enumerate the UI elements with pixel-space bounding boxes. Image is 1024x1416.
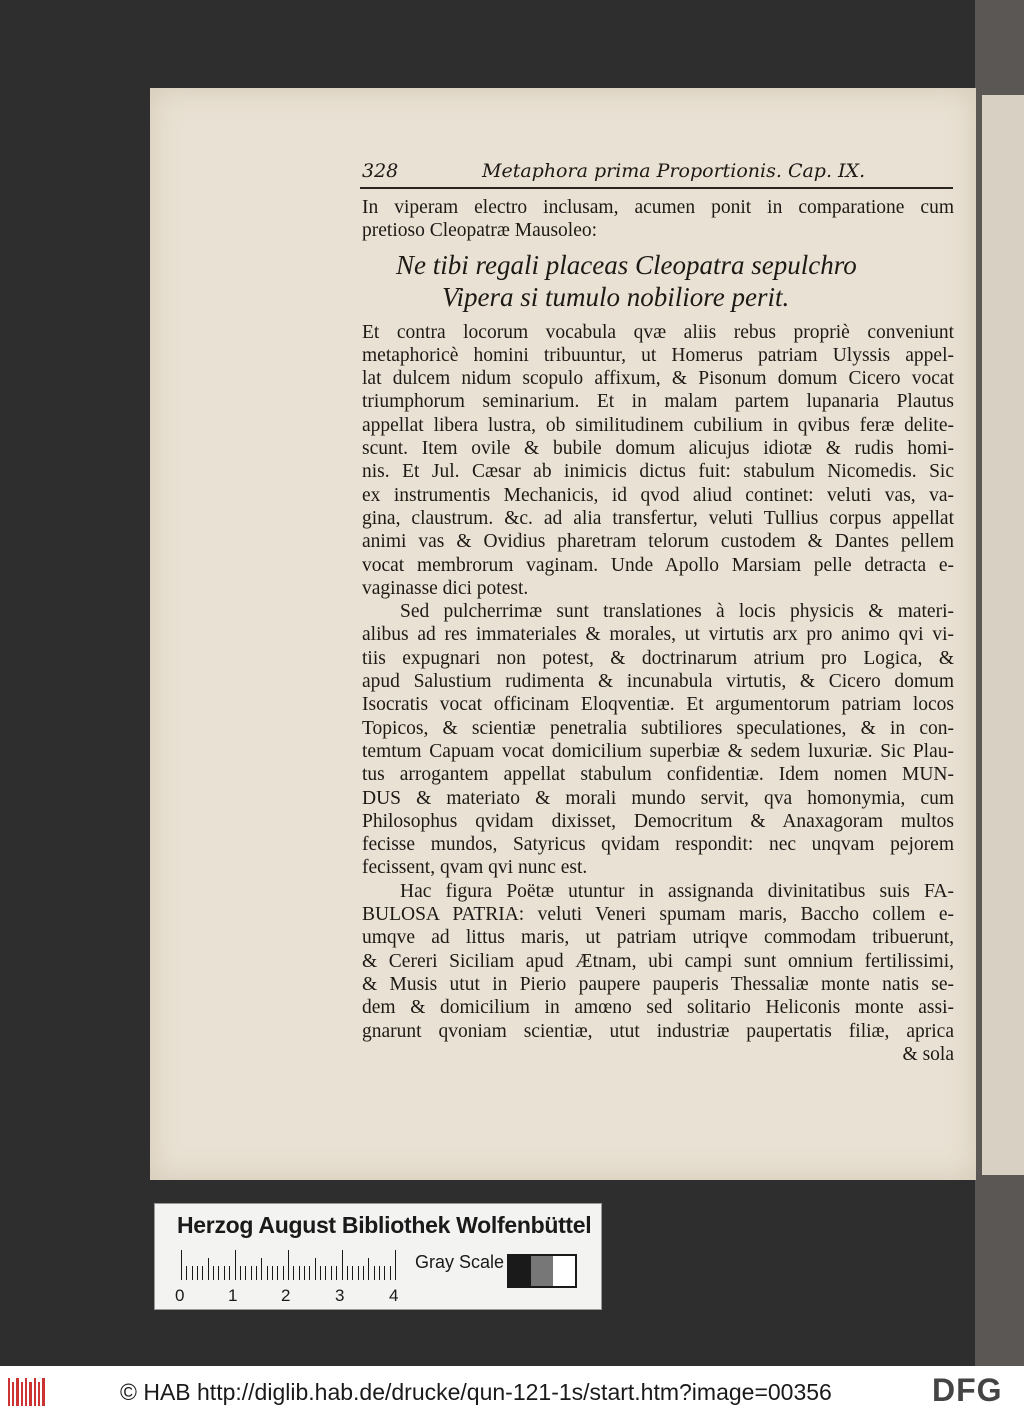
ruler-tick bbox=[240, 1266, 241, 1280]
ruler-digit: 3 bbox=[335, 1286, 345, 1305]
text-line: gnarunt qvoniam scientiæ, utut industriæ paupertatis filiæ, aprica bbox=[362, 1020, 954, 1042]
ruler-tick bbox=[197, 1266, 198, 1280]
text-line: scunt. Item ovile & bubile domum alicujus idiotæ & rudis homi- bbox=[362, 438, 954, 460]
text-line: triumphorum seminarium. Et in malam partem lupanaria Plautus bbox=[362, 391, 954, 413]
text-line: apud Salustium rudimenta & incunabula virtutis, & Cicero domum bbox=[362, 671, 954, 693]
text-line: appellat libera lustra, ob similitudinem cubilium in qvibus feræ delite- bbox=[362, 414, 954, 436]
ruler-tick bbox=[358, 1266, 359, 1280]
ruler-digit: 2 bbox=[281, 1286, 291, 1305]
scale-ruler bbox=[181, 1250, 399, 1280]
paragraph-1 bbox=[362, 321, 954, 601]
ruler-tick bbox=[336, 1266, 337, 1280]
ruler-tick bbox=[368, 1258, 369, 1280]
running-header bbox=[362, 160, 954, 186]
ruler-tick bbox=[245, 1266, 246, 1280]
ruler-tick bbox=[181, 1250, 182, 1280]
paragraph-3 bbox=[362, 880, 954, 1043]
ruler-tick bbox=[315, 1258, 316, 1280]
ruler-tick bbox=[235, 1250, 236, 1280]
text-line: tus arrogantem appellat stabulum confidentiæ. Idem nomen MUN- bbox=[362, 764, 954, 786]
adjacent-page bbox=[982, 95, 1024, 1175]
barcode-icon bbox=[8, 1378, 48, 1406]
ruler-tick bbox=[218, 1266, 219, 1280]
gray-scale-label: Gray Scale bbox=[415, 1252, 505, 1272]
text-line: ex instrumentis Mechanicis, id qvod aliud continet: veluti vas, va- bbox=[362, 484, 954, 506]
ruler-tick bbox=[256, 1266, 257, 1280]
ruler-tick bbox=[320, 1266, 321, 1280]
ruler-tick bbox=[331, 1266, 332, 1280]
header-rule bbox=[360, 187, 953, 189]
ruler-tick bbox=[208, 1258, 209, 1280]
ruler-digit: 4 bbox=[389, 1286, 399, 1305]
text-line: gina, claustrum. &c. ad alia transfertur, veluti Tullius corpus appellat bbox=[362, 507, 954, 529]
ruler-tick bbox=[277, 1266, 278, 1280]
ruler-tick bbox=[352, 1266, 353, 1280]
text-line: vocat membrorum vaginam. Unde Apollo Marsiam pelle detracta e- bbox=[362, 554, 954, 576]
ruler-tick bbox=[267, 1266, 268, 1280]
text-line: DUS & materiato & morali mundo servit, qva homonymia, cum bbox=[362, 787, 954, 809]
swatch-black bbox=[509, 1256, 531, 1286]
text-line: Hac figura Poëtæ utuntur in assignanda divinitatibus suis FA- bbox=[400, 880, 954, 902]
page-number: 328 bbox=[362, 160, 399, 182]
text-line: Topicos, & scientiæ penetralia subtiliores speculationes, & in con- bbox=[362, 717, 954, 739]
text-line: Et contra locorum vocabula qvæ aliis rebus propriè conveniunt bbox=[362, 321, 954, 343]
ruler-tick bbox=[325, 1266, 326, 1280]
ruler-tick bbox=[192, 1266, 193, 1280]
text-line: fecisse mundos, Satyricus qvidam respondit: nec unqvam pejorem bbox=[362, 834, 954, 856]
copyright-url[interactable]: © HAB http://diglib.hab.de/drucke/qun-121-1s/start.htm?image=00356 bbox=[120, 1379, 832, 1405]
text-line: pretioso Cleopatræ Mausoleo: bbox=[362, 220, 598, 242]
color-target-card bbox=[154, 1203, 602, 1310]
ruler-tick bbox=[363, 1266, 364, 1280]
ruler-tick bbox=[261, 1258, 262, 1280]
text-line: & Musis utut in Pierio paupere pauperis Thessaliæ monte natis se- bbox=[362, 973, 954, 995]
ruler-tick bbox=[299, 1266, 300, 1280]
dfg-logo: DFG bbox=[932, 1372, 1003, 1408]
text-line: nis. Et Jul. Cæsar ab inimicis dictus fuit: stabulum Nicomedis. Sic bbox=[362, 461, 954, 483]
swatch-gray bbox=[531, 1256, 553, 1286]
text-line: alibus ad res immateriales & morales, ut virtutis arx pro animo qvi vi- bbox=[362, 624, 954, 646]
gray-scale-swatch bbox=[507, 1254, 577, 1288]
ruler-tick bbox=[272, 1266, 273, 1280]
body-text bbox=[362, 196, 954, 1066]
verse-line: Ne tibi regali placeas Cleopatra sepulchro bbox=[396, 249, 857, 280]
ruler-tick bbox=[342, 1250, 343, 1280]
ruler-tick bbox=[288, 1250, 289, 1280]
text-line: In viperam electro inclusam, acumen ponit in comparatione cum bbox=[362, 197, 954, 218]
text-line: metaphoricè homini tribuuntur, ut Homerus patriam Ulyssis appel- bbox=[362, 344, 954, 366]
ruler-digit: 0 bbox=[175, 1286, 185, 1305]
verse-line: Vipera si tumulo nobiliore perit. bbox=[442, 281, 790, 312]
ruler-tick bbox=[229, 1266, 230, 1280]
paragraph-2 bbox=[362, 600, 954, 880]
ruler-tick bbox=[374, 1266, 375, 1280]
ruler-tick bbox=[293, 1266, 294, 1280]
text-line: tiis expugnari non potest, & doctrinarum atrium pro Logica, & bbox=[362, 647, 954, 669]
ruler-tick bbox=[224, 1266, 225, 1280]
library-name: Herzog August Bibliothek Wolfenbüttel bbox=[177, 1212, 592, 1238]
ruler-tick bbox=[384, 1266, 385, 1280]
text-line: fecissent, qvam qvi nunc est. bbox=[362, 857, 588, 879]
catchword: & sola bbox=[902, 1043, 954, 1065]
text-line: BULOSA PATRIA: veluti Veneri spumam maris, Baccho collem e- bbox=[362, 904, 954, 926]
text-line: temtum Capuam vocat domicilium superbiæ & sedem luxuriæ. Sic Plau- bbox=[362, 740, 954, 762]
text-line: & Cereri Siciliam apud Ætnam, ubi campi sunt omnium fertilissimi, bbox=[362, 950, 954, 972]
text-line: vaginasse dici potest. bbox=[362, 577, 529, 599]
text-line: Sed pulcherrimæ sunt translationes à locis physicis & materi- bbox=[400, 601, 954, 623]
text-line: dem & domicilium in amœno sed solitario Heliconis monte assi- bbox=[362, 997, 954, 1019]
ruler-tick bbox=[390, 1266, 391, 1280]
ruler-tick bbox=[304, 1266, 305, 1280]
ruler-tick bbox=[347, 1266, 348, 1280]
text-line: lat dulcem nidum scopulo affixum, & Pisonum domum Cicero vocat bbox=[362, 368, 954, 390]
ruler-tick bbox=[251, 1266, 252, 1280]
ruler-tick bbox=[186, 1266, 187, 1280]
text-line: Philosophus qvidam dixisset, Democritum & Anaxagoram multos bbox=[362, 810, 954, 832]
ruler-tick bbox=[283, 1266, 284, 1280]
ruler-tick bbox=[379, 1266, 380, 1280]
swatch-white bbox=[553, 1256, 575, 1286]
text-line: umqve ad littus maris, ut patriam utriqve commodam tribuerunt, bbox=[362, 927, 954, 949]
footer-bar bbox=[0, 1366, 1024, 1416]
ruler-tick bbox=[395, 1250, 396, 1280]
running-title: Metaphora prima Proportionis. Cap. IX. bbox=[482, 160, 866, 182]
ruler-tick bbox=[309, 1266, 310, 1280]
ruler-tick bbox=[213, 1266, 214, 1280]
ruler-digit: 1 bbox=[228, 1286, 238, 1305]
ruler-tick bbox=[202, 1266, 203, 1280]
text-line: Isocratis vocat officinam Eloqventiæ. Et argumentorum patriam locos bbox=[362, 694, 954, 716]
text-line: animi vas & Ovidius pharetram telorum custodem & Dantes pellem bbox=[362, 531, 954, 553]
